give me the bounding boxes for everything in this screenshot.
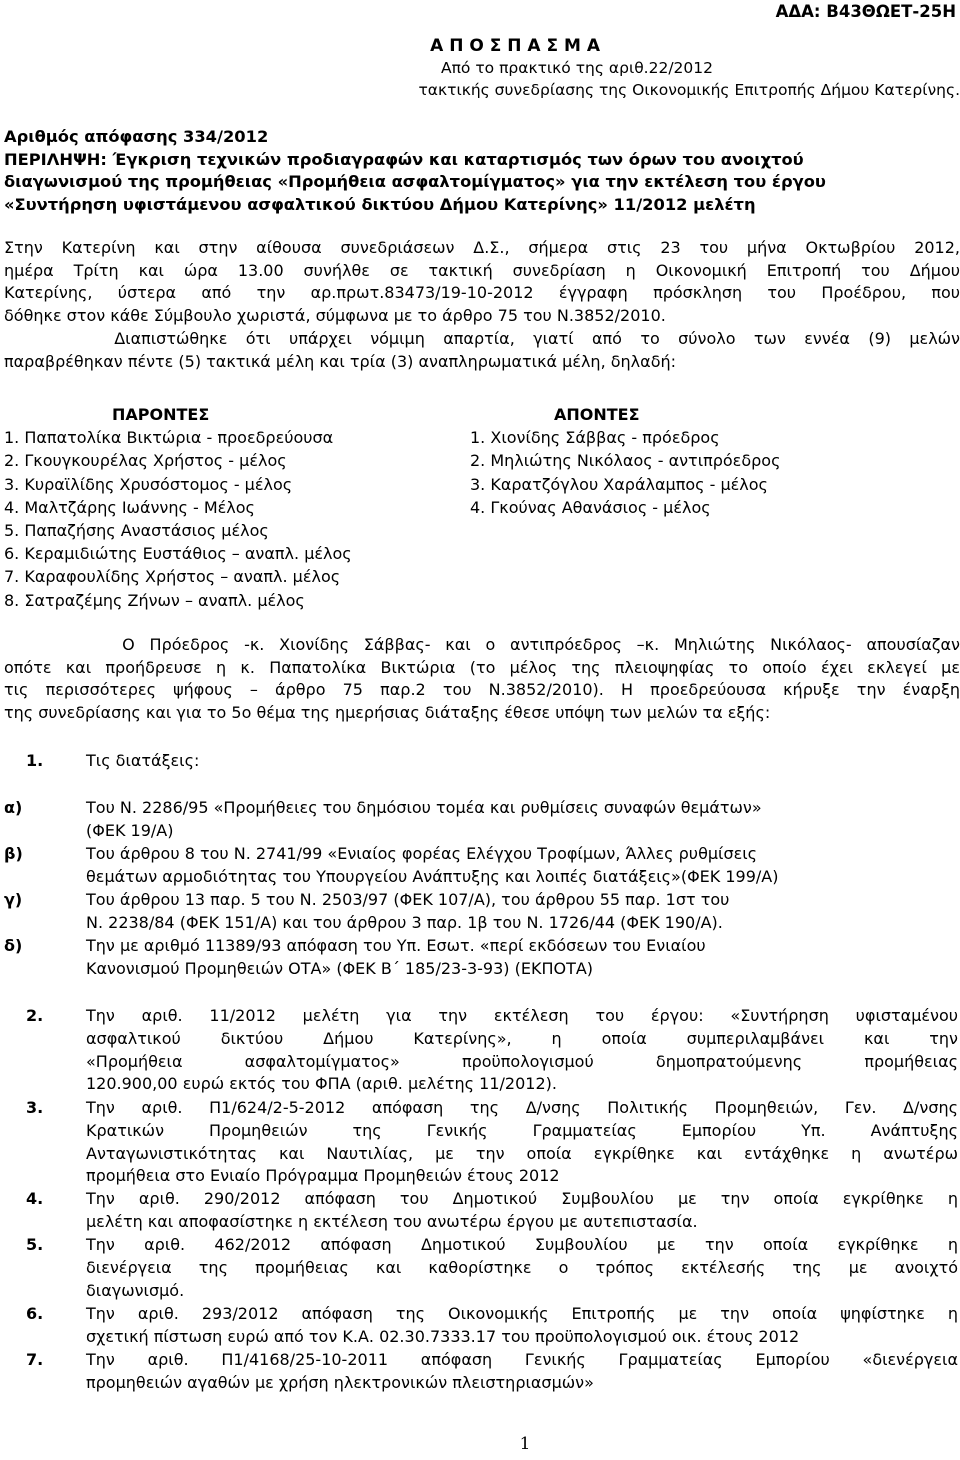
item-number: 3. (26, 1098, 44, 1117)
absent-member: 4. Γκούνας Αθανάσιος - μέλος (470, 497, 711, 517)
item-line: Του άρθρου 8 του Ν. 2741/99 «Ενιαίος φορέας Ελέγχου Τροφίμων, Άλλες ρυθμίσεις (86, 844, 758, 863)
item-line: Κρατικών Προμηθειών της Γενικής Γραμματείας Εμπορίου Υπ. Ανάπτυξης (86, 1120, 958, 1140)
present-member: 6. Κεραμιδιώτης Ευστάθιος – αναπλ. μέλος (4, 544, 352, 564)
item-line: Του άρθρου 13 παρ. 5 του Ν. 2503/97 (ΦΕΚ 107/Α), του άρθρου 55 παρ. 1στ του (86, 890, 730, 909)
paragraph-line: τις περισσότερες ψήφους – άρθρο 75 παρ.2 του Ν.3852/2010). Η προεδρεύουσα κήρυξε την έναρξη (4, 680, 960, 700)
decision-number: Αριθμός απόφασης 334/2012 (4, 127, 269, 146)
intro-paragraph (4, 237, 960, 328)
item-number: 4. (26, 1189, 44, 1208)
ada-code: ΑΔΑ: Β43ΘΩΕΤ-25Η (775, 2, 956, 21)
absent-member: 3. Καρατζόγλου Χαράλαμπος - μέλος (470, 474, 768, 494)
item-line: προμήθεια στο Ενιαίο Πρόγραμμα Προμηθειών έτους 2012 (86, 1166, 560, 1186)
item-number: 6. (26, 1304, 44, 1323)
item-line: (ΦΕΚ 19/Α) (86, 820, 174, 840)
paragraph-line: Διαπιστώθηκε ότι υπάρχει νόμιμη απαρτία, γιατί από το σύνολο των εννέα (9) μελών (4, 329, 960, 348)
quorum-paragraph (4, 328, 960, 373)
absent-heading: ΑΠΟΝΤΕΣ (554, 405, 640, 424)
session-reference: τακτικής συνεδρίασης της Οικονομικής Επιτροπής Δήμου Κατερίνης. (418, 81, 960, 99)
item-line: μελέτη και αποφασίστηκε η εκτέλεση του ανωτέρω έργου με αυτεπιστασία. (86, 1211, 698, 1231)
item-line: Κανονισμού Προμηθειών ΟΤΑ» (ΦΕΚ Β΄ 185/23-3-93) (ΕΚΠΟΤΑ) (86, 958, 594, 978)
summary-line: διαγωνισμού της προμήθειας «Προμήθεια ασφαλτομίγματος» για την εκτέλεση του έργου (4, 172, 826, 191)
present-heading: ΠΑΡΟΝΤΕΣ (112, 405, 210, 424)
present-member: 8. Σατραζέμης Ζήνων – αναπλ. μέλος (4, 590, 305, 610)
paragraph-line: οπότε και προήδρευσε η κ. Παπατολίκα Βικτώρια (το μέλος της πλειοψηφίας το οποίο έχει εκλεγεί με (4, 657, 960, 677)
paragraph-line: δόθηκε στον κάθε Σύμβουλο χωριστά, σύμφωνα με το άρθρο 75 του Ν.3852/2010. (4, 306, 666, 326)
item-number: 1. (26, 751, 44, 770)
item-number: 2. (26, 1006, 44, 1025)
paragraph-line: της συνεδρίασης και για το 5ο θέμα της ημερήσιας διάταξης έθεσε υπόψη των μελών τα εξής: (4, 703, 771, 723)
item-line: Την αριθ. 11/2012 μελέτη για την εκτέλεση του έργου: «Συντήρηση υφισταμένου (86, 1006, 958, 1025)
item-line: «Προμήθεια ασφαλτομίγματος» προϋπολογισμού δημοπρατούμενης προμήθειας (86, 1051, 958, 1071)
summary-line: ΠΕΡΙΛΗΨΗ: Έγκριση τεχνικών προδιαγραφών και καταρτισμός των όρων του ανοιχτού (4, 149, 804, 169)
item-line: διενέργεια της προμήθειας και καθορίστηκε ο τρόπος εκτέλεσής της με ανοιχτό (86, 1257, 958, 1277)
present-member: 4. Μαλτζάρης Ιωάννης - Μέλος (4, 497, 255, 517)
absent-members (470, 403, 780, 519)
item-number: 7. (26, 1350, 44, 1369)
item-line: Την αριθ. 293/2012 απόφαση της Οικονομικής Επιτροπής με την οποία ψηφίστηκε η (86, 1304, 958, 1323)
paragraph-line: παραβρέθηκαν πέντε (5) τακτικά μέλη και τρία (3) αναπληρωματικά μέλη, δηλαδή: (4, 351, 677, 371)
item-line: Ν. 2238/84 (ΦΕΚ 151/Α) και του άρθρου 3 παρ. 1β του Ν. 1726/44 (ΦΕΚ 190/Α). (86, 912, 723, 932)
present-member: 5. Παπαζήσης Αναστάσιος μέλος (4, 521, 269, 541)
paragraph-line: Ο Πρόεδρος -κ. Χιονίδης Σάββας- και ο αντιπρόεδρος –κ. Μηλιώτης Νικόλαος- απουσίαζαν (4, 635, 960, 654)
item-line: Την αριθ. Π1/4168/25-10-2011 απόφαση Γενικής Γραμματείας Εμπορίου «διενέργεια (86, 1350, 958, 1369)
summary-line: «Συντήρηση υφιστάμενου ασφαλτικού δικτύου Δήμου Κατερίνης» 11/2012 μελέτη (4, 194, 756, 214)
paragraph-line: ημέρα Τρίτη και ώρα 13.00 συνήλθε σε τακτική συνεδρίαση η Οικονομική Επιτροπή του Δήμου (4, 260, 960, 280)
paragraph-line: Κατερίνης, ύστερα από την αρ.πρωτ.83473/19-10-2012 έγγραφη πρόσκληση του Προέδρου, που (4, 283, 960, 303)
item-line: Του Ν. 2286/95 «Προμήθειες του δημόσιου τομέα και ρυθμίσεις συναφών θεμάτων» (86, 798, 762, 817)
sub-item-label: α) (4, 798, 23, 817)
item-line: Την με αριθμό 11389/93 απόφαση του Υπ. Εσωτ. «περί εκδόσεων του Ενιαίου (86, 936, 706, 955)
chair-paragraph (4, 634, 960, 725)
document-title: Α Π Ο Σ Π Α Σ Μ Α (430, 36, 600, 56)
item-number: 5. (26, 1235, 44, 1254)
item-line: Ανταγωνιστικότητας και Ναυτιλίας, με την οποία εγκρίθηκε και εντάχθηκε η ανωτέρω (86, 1143, 958, 1163)
minutes-reference: Από το πρακτικό της αριθ.22/2012 (440, 59, 713, 77)
paragraph-line: Στην Κατερίνη και στην αίθουσα συνεδριάσεων Δ.Σ., σήμερα στις 23 του μήνα Οκτωβρίου 2012, (4, 238, 960, 257)
sub-item-label: β) (4, 844, 23, 863)
present-member: 1. Παπατολίκα Βικτώρια - προεδρεύουσα (4, 428, 334, 448)
present-member: 7. Καραφουλίδης Χρήστος – αναπλ. μέλος (4, 567, 341, 587)
sub-item-label: δ) (4, 936, 23, 955)
item-line: θεμάτων αρμοδιότητας του Υπουργείου Ανάπτυξης και λοιπές διατάξεις»(ΦΕΚ 199/Α) (86, 866, 779, 886)
item-line: προμηθειών αγαθών με χρήση ηλεκτρονικών πλειστηριασμών» (86, 1372, 594, 1392)
item-line: Την αριθ. 290/2012 απόφαση του Δημοτικού Συμβουλίου με την οποία εγκρίθηκε η (86, 1189, 958, 1208)
item-line: διαγωνισμό. (86, 1280, 185, 1300)
item-line: Την αριθ. Π1/624/2-5-2012 απόφαση της Δ/νσης Πολιτικής Προμηθειών, Γεν. Δ/νσης (86, 1098, 958, 1117)
decision-subject (4, 126, 960, 216)
absent-member: 1. Χιονίδης Σάββας - πρόεδρος (470, 428, 720, 448)
present-members (4, 403, 352, 612)
present-member: 3. Κυραϊλίδης Χρυσόστομος - μέλος (4, 474, 293, 494)
item-line: 120.900,00 ευρώ εκτός του ΦΠΑ (αριθ. μελέτης 11/2012). (86, 1074, 557, 1094)
sub-item-label: γ) (4, 890, 23, 909)
item-line: σχετική πίστωση ευρώ από τον Κ.Α. 02.30.7333.17 του προϋπολογισμού οικ. έτους 2012 (86, 1326, 800, 1346)
item-line: Την αριθ. 462/2012 απόφαση Δημοτικού Συμβουλίου με την οποία εγκρίθηκε η (86, 1235, 958, 1254)
item-line: ασφαλτικού δικτύου Δήμου Κατερίνης», η οποία συμπεριλαμβάνει και την (86, 1028, 958, 1048)
page-number: 1 (519, 1434, 531, 1454)
absent-member: 2. Μηλιώτης Νικόλαος - αντιπρόεδρος (470, 451, 781, 471)
item-text: Τις διατάξεις: (86, 751, 200, 770)
present-member: 2. Γκουγκουρέλας Χρήστος - μέλος (4, 451, 287, 471)
